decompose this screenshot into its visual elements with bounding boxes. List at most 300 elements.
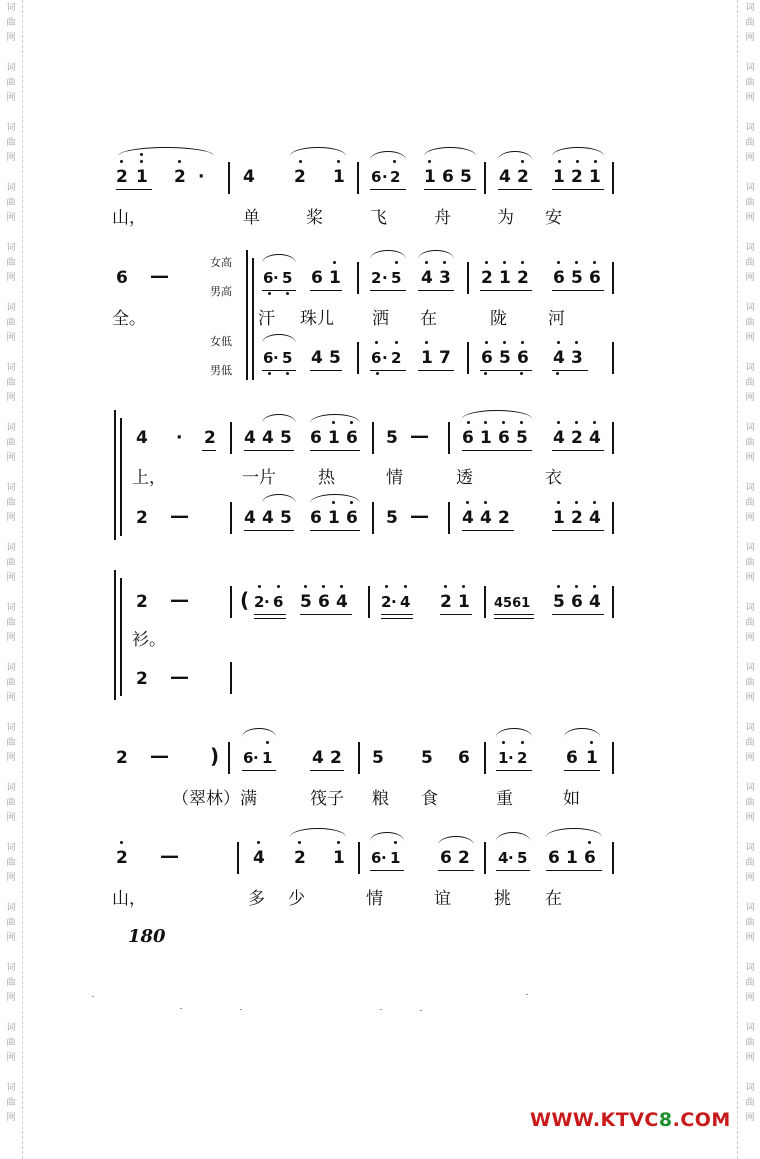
barline [612, 162, 614, 194]
note: 4 [336, 592, 348, 612]
lyric: 飞 [370, 208, 387, 228]
beam [310, 290, 342, 291]
sustain-dash: — [150, 745, 169, 767]
lyric: 桨 [306, 208, 323, 228]
high-octave-dot [425, 261, 428, 264]
beam [370, 189, 406, 190]
watermark-char: 词 [745, 963, 755, 973]
barline [358, 842, 360, 874]
note: 6 [263, 349, 274, 367]
high-octave-dot [350, 501, 353, 504]
lyric: 多 [248, 889, 265, 909]
note: 5 [372, 748, 384, 768]
page-number: 180 [128, 926, 166, 947]
note: 1 [589, 167, 601, 187]
high-octave-dot [258, 585, 261, 588]
watermark-char: 曲 [6, 78, 16, 88]
note: 2 [254, 593, 265, 611]
high-octave-dot [575, 341, 578, 344]
high-octave-dot [520, 421, 523, 424]
lyric: 粮 [372, 789, 389, 809]
beam [244, 450, 294, 451]
watermark-char: 曲 [745, 378, 755, 388]
high-octave-dot [484, 501, 487, 504]
high-octave-dot [575, 585, 578, 588]
note: 3 [571, 348, 583, 368]
high-octave-dot [266, 741, 269, 744]
open-paren: ( [240, 588, 250, 612]
note: 2 [294, 167, 306, 187]
note: 5 [280, 508, 292, 528]
tie [424, 147, 476, 156]
lyric: 谊 [434, 889, 451, 909]
note: 2 [136, 592, 148, 612]
barline [484, 162, 486, 194]
beam [564, 770, 600, 771]
note: 4 [243, 167, 255, 187]
note: 1 [553, 508, 565, 528]
scan-speck [240, 1009, 242, 1010]
high-octave-dot [557, 585, 560, 588]
dot: · [391, 593, 397, 611]
watermark-char: 词 [745, 1023, 755, 1033]
watermark-char: 曲 [6, 978, 16, 988]
high-octave-dot [337, 160, 340, 163]
lyric: 重 [496, 789, 513, 809]
note: 2 [571, 167, 583, 187]
note: 5 [329, 348, 341, 368]
watermark-char: 曲 [745, 738, 755, 748]
high-octave-dot [404, 585, 407, 588]
voice-label-female-high: 女高 [210, 256, 232, 269]
note: 6 [517, 348, 529, 368]
high-octave-dot [425, 341, 428, 344]
note: 5 [516, 428, 528, 448]
slur [438, 836, 474, 845]
slur [370, 151, 406, 160]
barline [448, 502, 450, 534]
watermark-char: 词 [745, 303, 755, 313]
barline [448, 422, 450, 454]
note: 2 [391, 349, 402, 367]
beam [552, 189, 604, 190]
high-octave-dot [575, 501, 578, 504]
high-octave-dot [277, 585, 280, 588]
lyric: 热 [318, 468, 335, 488]
slur [496, 728, 532, 737]
watermark-char: 网 [6, 513, 16, 523]
close-paren: ) [210, 744, 220, 768]
high-octave-dot [502, 741, 505, 744]
tie [118, 147, 214, 156]
low-octave-dot [268, 292, 271, 295]
watermark-char: 网 [6, 1053, 16, 1063]
watermark-char: 词 [6, 963, 16, 973]
watermark-char: 词 [6, 843, 16, 853]
scan-speck [92, 996, 94, 997]
watermark-char: 曲 [6, 738, 16, 748]
beam [254, 614, 286, 615]
note: 5 [386, 508, 398, 528]
high-octave-dot [590, 741, 593, 744]
note: 6 [566, 748, 578, 768]
watermark-char: 网 [6, 393, 16, 403]
watermark-char: 词 [745, 903, 755, 913]
note: 5 [282, 269, 293, 287]
note: 5 [499, 348, 511, 368]
beam [418, 290, 454, 291]
beam [480, 370, 532, 371]
note: 5 [386, 428, 398, 448]
beam [496, 770, 532, 771]
barline [612, 262, 614, 294]
lyric: 少 [288, 889, 305, 909]
beam [552, 370, 588, 371]
watermark-char: 网 [745, 453, 755, 463]
high-octave-dot [502, 421, 505, 424]
watermark-char: 词 [745, 243, 755, 253]
beam [116, 189, 152, 190]
beam [552, 290, 604, 291]
lyric: 洒 [372, 309, 389, 329]
high-octave-dot [385, 585, 388, 588]
beam [418, 370, 454, 371]
watermark-char: 词 [745, 1083, 755, 1093]
note: 6 [310, 428, 322, 448]
note: 6 [310, 508, 322, 528]
lyric: 情 [386, 468, 403, 488]
watermark-char: 词 [6, 363, 16, 373]
note: 2 [458, 848, 470, 868]
slur [496, 832, 530, 841]
high-octave-dot [443, 261, 446, 264]
beam [310, 530, 360, 531]
barline [237, 842, 239, 874]
beam [262, 290, 296, 291]
scan-speck [380, 1009, 382, 1010]
scan-speck [420, 1010, 422, 1011]
beam [370, 870, 404, 871]
high-octave-dot [395, 261, 398, 264]
note: 2 [571, 508, 583, 528]
high-octave-dot [395, 341, 398, 344]
note: 2 [294, 848, 306, 868]
note: 2 [371, 269, 382, 287]
note: 5 [282, 349, 293, 367]
beam [438, 870, 474, 871]
watermark-char: 曲 [6, 198, 16, 208]
note: 3 [439, 268, 451, 288]
watermark-char: 网 [745, 693, 755, 703]
note-group: 4561 [494, 596, 531, 611]
watermark-char: 网 [745, 933, 755, 943]
watermark-char: 网 [6, 33, 16, 43]
note: 4 [244, 428, 256, 448]
barline [467, 342, 469, 374]
note: 1 [329, 268, 341, 288]
note: 4 [253, 848, 265, 868]
slur [564, 728, 600, 737]
watermark-char: 曲 [745, 558, 755, 568]
watermark-char: 词 [6, 123, 16, 133]
note: 6 [346, 508, 358, 528]
watermark-char: 词 [745, 543, 755, 553]
note: 2 [517, 749, 528, 767]
watermark-char: 曲 [745, 198, 755, 208]
barline [230, 502, 232, 534]
barline [612, 842, 614, 874]
note: 4 [262, 428, 274, 448]
watermark-char: 网 [6, 153, 16, 163]
watermark-char: 网 [745, 573, 755, 583]
high-octave-dot [257, 841, 260, 844]
note: 2 [498, 508, 510, 528]
sustain-dash: — [160, 845, 179, 867]
beam [440, 614, 472, 615]
beam [300, 614, 352, 615]
watermark-char: 网 [6, 93, 16, 103]
high-octave-dot [332, 421, 335, 424]
watermark-char: 网 [6, 993, 16, 1003]
note: 6 [458, 748, 470, 768]
barline [230, 662, 232, 694]
sustain-dash: — [170, 589, 189, 611]
lyric: 在 [420, 309, 437, 329]
watermark-char: 词 [6, 543, 16, 553]
note: 2 [204, 428, 216, 448]
barline [372, 502, 374, 534]
watermark-char: 曲 [745, 318, 755, 328]
barline [467, 262, 469, 294]
augmentation-dot: · [198, 167, 205, 187]
beam [381, 614, 413, 615]
watermark-char: 网 [745, 33, 755, 43]
note: 1 [424, 167, 436, 187]
lyric: 上， [132, 468, 166, 488]
watermark-char: 词 [6, 1083, 16, 1093]
lyric: 挑 [494, 889, 511, 909]
barline [612, 422, 614, 454]
watermark-char: 网 [6, 453, 16, 463]
high-octave-dot [304, 585, 307, 588]
watermark-char: 网 [6, 573, 16, 583]
note: 4 [400, 593, 411, 611]
barline [484, 742, 486, 774]
high-octave-dot [340, 585, 343, 588]
note: 1 [136, 167, 148, 187]
high-octave-dot [375, 341, 378, 344]
watermark-char: 网 [745, 1053, 755, 1063]
note: 4 [262, 508, 274, 528]
sustain-dash: — [170, 505, 189, 527]
note: 1 [553, 167, 565, 187]
tie [546, 828, 602, 837]
watermark-char: 网 [745, 633, 755, 643]
system-barline [252, 258, 254, 380]
high-octave-dot [299, 160, 302, 163]
lyric: 如 [563, 789, 580, 809]
beam [494, 618, 534, 619]
barline [612, 742, 614, 774]
high-octave-dot [333, 261, 336, 264]
watermark-char: 词 [745, 603, 755, 613]
note: 4 [553, 348, 565, 368]
lyric: 舟 [434, 208, 451, 228]
note: 5 [280, 428, 292, 448]
note: 1 [262, 749, 273, 767]
barline [358, 742, 360, 774]
watermark-char: 曲 [745, 1038, 755, 1048]
slur [262, 414, 296, 423]
low-octave-dot [556, 372, 559, 375]
dot: · [264, 593, 270, 611]
watermark-char: 曲 [745, 978, 755, 988]
lyric: 山， [112, 889, 146, 909]
high-octave-dot [140, 160, 143, 163]
note: 4 [421, 268, 433, 288]
lyric: 一片 [242, 468, 276, 488]
note: 6 [273, 593, 284, 611]
high-octave-dot [503, 261, 506, 264]
note: 4 [480, 508, 492, 528]
low-octave-dot [484, 372, 487, 375]
dot: · [381, 849, 387, 867]
note: 6 [548, 848, 560, 868]
high-octave-dot [558, 160, 561, 163]
watermark-char: 网 [745, 333, 755, 343]
site-url [530, 1109, 731, 1131]
note: 6 [346, 428, 358, 448]
tie [462, 410, 532, 419]
dot: · [253, 749, 259, 767]
watermark-char: 曲 [6, 438, 16, 448]
watermark-char: 词 [745, 843, 755, 853]
watermark-char: 词 [745, 483, 755, 493]
watermark-char: 网 [6, 333, 16, 343]
note: 1 [421, 348, 433, 368]
note: 6 [498, 428, 510, 448]
beam [552, 450, 604, 451]
watermark-char: 词 [6, 183, 16, 193]
note: 5 [517, 849, 528, 867]
watermark-char: 曲 [745, 1098, 755, 1108]
slur [498, 151, 532, 160]
note: 4 [553, 428, 565, 448]
sustain-dash: — [410, 425, 429, 447]
lyric: 在 [545, 889, 562, 909]
beam [242, 770, 276, 771]
note: 2 [136, 669, 148, 689]
sustain-dash: — [410, 505, 429, 527]
barline [228, 162, 230, 194]
watermark-char: 网 [745, 813, 755, 823]
watermark-char: 网 [745, 1113, 755, 1123]
watermark-char: 曲 [745, 438, 755, 448]
lyric: 陇 [490, 309, 507, 329]
high-octave-dot [332, 501, 335, 504]
note: 4 [498, 849, 509, 867]
high-octave-dot [467, 421, 470, 424]
watermark-char: 词 [6, 903, 16, 913]
high-octave-dot [178, 160, 181, 163]
note: 6 [371, 168, 382, 186]
note: 6 [481, 348, 493, 368]
watermark-char: 曲 [745, 918, 755, 928]
dot: · [273, 349, 279, 367]
beam [462, 530, 514, 531]
note: 4 [311, 348, 323, 368]
watermark-char: 曲 [745, 18, 755, 28]
low-octave-dot [268, 372, 271, 375]
lyric: 情 [366, 889, 383, 909]
watermark-char: 曲 [6, 558, 16, 568]
high-octave-dot [140, 153, 143, 156]
lyric: 汗 [258, 309, 275, 329]
high-octave-dot [462, 585, 465, 588]
low-octave-dot [286, 372, 289, 375]
high-octave-dot [593, 585, 596, 588]
watermark-char: 网 [745, 213, 755, 223]
note: 1 [458, 592, 470, 612]
high-octave-dot [466, 501, 469, 504]
note: 4 [136, 428, 148, 448]
watermark-char: 曲 [745, 258, 755, 268]
high-octave-dot [588, 841, 591, 844]
high-octave-dot [521, 160, 524, 163]
note: 6 [371, 849, 382, 867]
beam [381, 618, 413, 619]
tie [290, 828, 346, 837]
watermark-char: 曲 [745, 138, 755, 148]
watermark-char: 网 [6, 873, 16, 883]
note: 2 [116, 848, 128, 868]
watermark-char: 网 [745, 993, 755, 1003]
watermark-char: 曲 [6, 258, 16, 268]
note: 5 [460, 167, 472, 187]
note: 4 [244, 508, 256, 528]
note: 5 [571, 268, 583, 288]
watermark-char: 曲 [745, 498, 755, 508]
barline [372, 422, 374, 454]
watermark-char: 曲 [6, 918, 16, 928]
high-octave-dot [521, 741, 524, 744]
system-brace [246, 250, 248, 380]
note: 5 [391, 269, 402, 287]
note: 6 [371, 349, 382, 367]
barline [357, 262, 359, 294]
barline [612, 586, 614, 618]
high-octave-dot [576, 160, 579, 163]
watermark-char: 网 [745, 873, 755, 883]
system-brace [114, 570, 116, 700]
lyric: 衣 [545, 468, 562, 488]
watermark-char: 词 [745, 723, 755, 733]
slur [242, 728, 276, 737]
watermark-char: 词 [6, 3, 16, 13]
high-octave-dot [485, 341, 488, 344]
note: 4 [589, 508, 601, 528]
barline [230, 586, 232, 618]
note: 6 [116, 268, 128, 288]
high-octave-dot [428, 160, 431, 163]
watermark-char: 词 [6, 63, 16, 73]
slur [370, 250, 406, 259]
watermark-char: 网 [745, 93, 755, 103]
barline [612, 342, 614, 374]
watermark-char: 词 [6, 723, 16, 733]
watermark-char: 词 [6, 483, 16, 493]
watermark-char: 曲 [6, 798, 16, 808]
